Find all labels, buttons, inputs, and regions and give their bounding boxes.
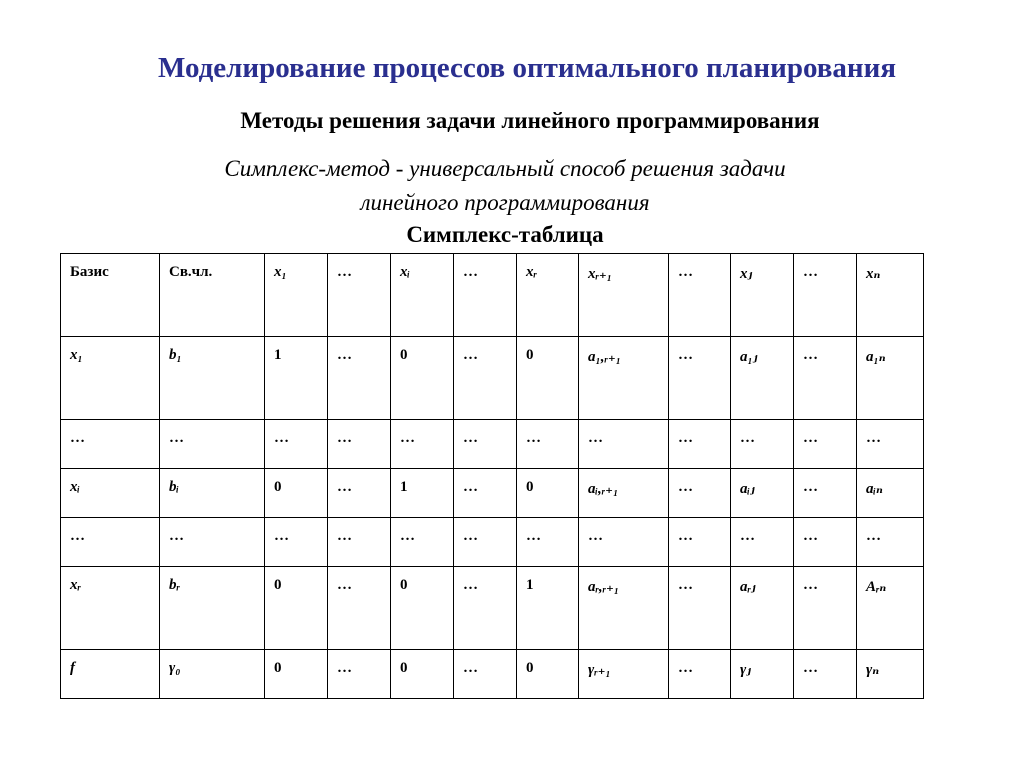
table-cell: xₙ bbox=[857, 254, 924, 337]
table-cell: 0 bbox=[265, 567, 328, 650]
table-cell: … bbox=[61, 420, 160, 469]
table-cell: xᵣ₊₁ bbox=[579, 254, 669, 337]
table-cell: … bbox=[794, 650, 857, 699]
table-cell: b₁ bbox=[160, 337, 265, 420]
table-cell: … bbox=[160, 518, 265, 567]
table-cell: 0 bbox=[391, 337, 454, 420]
table-cell: a₁ₙ bbox=[857, 337, 924, 420]
table-cell: … bbox=[731, 420, 794, 469]
table-cell: 1 bbox=[391, 469, 454, 518]
table-cell: xᵢ bbox=[391, 254, 454, 337]
table-cell: … bbox=[794, 469, 857, 518]
table-cell: … bbox=[794, 567, 857, 650]
description-line-2: линейного программирования bbox=[360, 190, 650, 215]
description-line-1: Симплекс-метод - универсальный способ решения задачи bbox=[224, 156, 786, 181]
table-cell: … bbox=[579, 420, 669, 469]
table-cell: 0 bbox=[517, 337, 579, 420]
table-cell: aᵢⱼ bbox=[731, 469, 794, 518]
table-cell: 1 bbox=[517, 567, 579, 650]
table-cell: … bbox=[794, 337, 857, 420]
table-cell: … bbox=[454, 254, 517, 337]
table-cell: … bbox=[391, 420, 454, 469]
table-cell: … bbox=[794, 518, 857, 567]
table-cell: … bbox=[579, 518, 669, 567]
table-cell: xᵢ bbox=[61, 469, 160, 518]
table-cell: aᵢ,ᵣ₊₁ bbox=[579, 469, 669, 518]
table-cell: … bbox=[857, 420, 924, 469]
description bbox=[0, 152, 1010, 220]
table-cell: aᵢₙ bbox=[857, 469, 924, 518]
table-caption: Симплекс-таблица bbox=[406, 222, 604, 247]
table-cell: … bbox=[328, 420, 391, 469]
table-cell: 0 bbox=[517, 650, 579, 699]
table-cell: 0 bbox=[391, 650, 454, 699]
table-cell: bᵢ bbox=[160, 469, 265, 518]
table-cell: bᵣ bbox=[160, 567, 265, 650]
table-row bbox=[61, 337, 924, 420]
table-cell: … bbox=[454, 420, 517, 469]
table-cell: … bbox=[669, 518, 731, 567]
table-cell: xᵣ bbox=[61, 567, 160, 650]
table-cell: … bbox=[794, 420, 857, 469]
table-row bbox=[61, 469, 924, 518]
table-cell: … bbox=[669, 254, 731, 337]
table-cell: 0 bbox=[265, 650, 328, 699]
table-cell: γⱼ bbox=[731, 650, 794, 699]
table-cell: … bbox=[669, 469, 731, 518]
table-cell: … bbox=[517, 420, 579, 469]
table-cell: xⱼ bbox=[731, 254, 794, 337]
table-cell: γ₀ bbox=[160, 650, 265, 699]
table-cell: aᵣ,ᵣ₊₁ bbox=[579, 567, 669, 650]
table-cell: … bbox=[61, 518, 160, 567]
table-cell: … bbox=[328, 469, 391, 518]
page-title: Моделирование процессов оптимального планирования bbox=[157, 52, 897, 84]
table-cell: … bbox=[669, 337, 731, 420]
table-cell: a₁,ᵣ₊₁ bbox=[579, 337, 669, 420]
table-row bbox=[61, 518, 924, 567]
table-cell: … bbox=[454, 650, 517, 699]
table-cell: Св.чл. bbox=[160, 254, 265, 337]
table-cell: … bbox=[328, 567, 391, 650]
table-cell: Aᵣₙ bbox=[857, 567, 924, 650]
table-row bbox=[61, 420, 924, 469]
table-cell: … bbox=[391, 518, 454, 567]
table-cell: … bbox=[454, 337, 517, 420]
table-cell: 0 bbox=[265, 469, 328, 518]
table-cell: x₁ bbox=[265, 254, 328, 337]
table-cell: … bbox=[328, 650, 391, 699]
table-cell: … bbox=[669, 650, 731, 699]
table-cell: … bbox=[454, 518, 517, 567]
table-cell: x₁ bbox=[61, 337, 160, 420]
table-cell: xᵣ bbox=[517, 254, 579, 337]
table-cell: … bbox=[265, 420, 328, 469]
table-cell: … bbox=[265, 518, 328, 567]
table-cell: aᵣⱼ bbox=[731, 567, 794, 650]
simplex-table bbox=[60, 253, 924, 699]
table-cell: … bbox=[731, 518, 794, 567]
page-subtitle: Методы решения задачи линейного программирования bbox=[240, 108, 820, 133]
table-row bbox=[61, 567, 924, 650]
table-row bbox=[61, 650, 924, 699]
table-cell: … bbox=[669, 420, 731, 469]
table-cell: … bbox=[328, 254, 391, 337]
table-cell: … bbox=[517, 518, 579, 567]
table-cell: γₙ bbox=[857, 650, 924, 699]
table-cell: γᵣ₊₁ bbox=[579, 650, 669, 699]
table-cell: a₁ⱼ bbox=[731, 337, 794, 420]
table-cell: 0 bbox=[517, 469, 579, 518]
simplex-table-body bbox=[61, 254, 924, 699]
table-cell: … bbox=[857, 518, 924, 567]
table-cell: 1 bbox=[265, 337, 328, 420]
table-cell: … bbox=[328, 337, 391, 420]
table-header-row bbox=[61, 254, 924, 337]
table-cell: … bbox=[328, 518, 391, 567]
table-cell: Базис bbox=[61, 254, 160, 337]
table-cell: … bbox=[454, 469, 517, 518]
table-cell: … bbox=[160, 420, 265, 469]
table-cell: … bbox=[669, 567, 731, 650]
table-cell: … bbox=[454, 567, 517, 650]
table-cell: … bbox=[794, 254, 857, 337]
table-cell: 0 bbox=[391, 567, 454, 650]
table-cell: f bbox=[61, 650, 160, 699]
